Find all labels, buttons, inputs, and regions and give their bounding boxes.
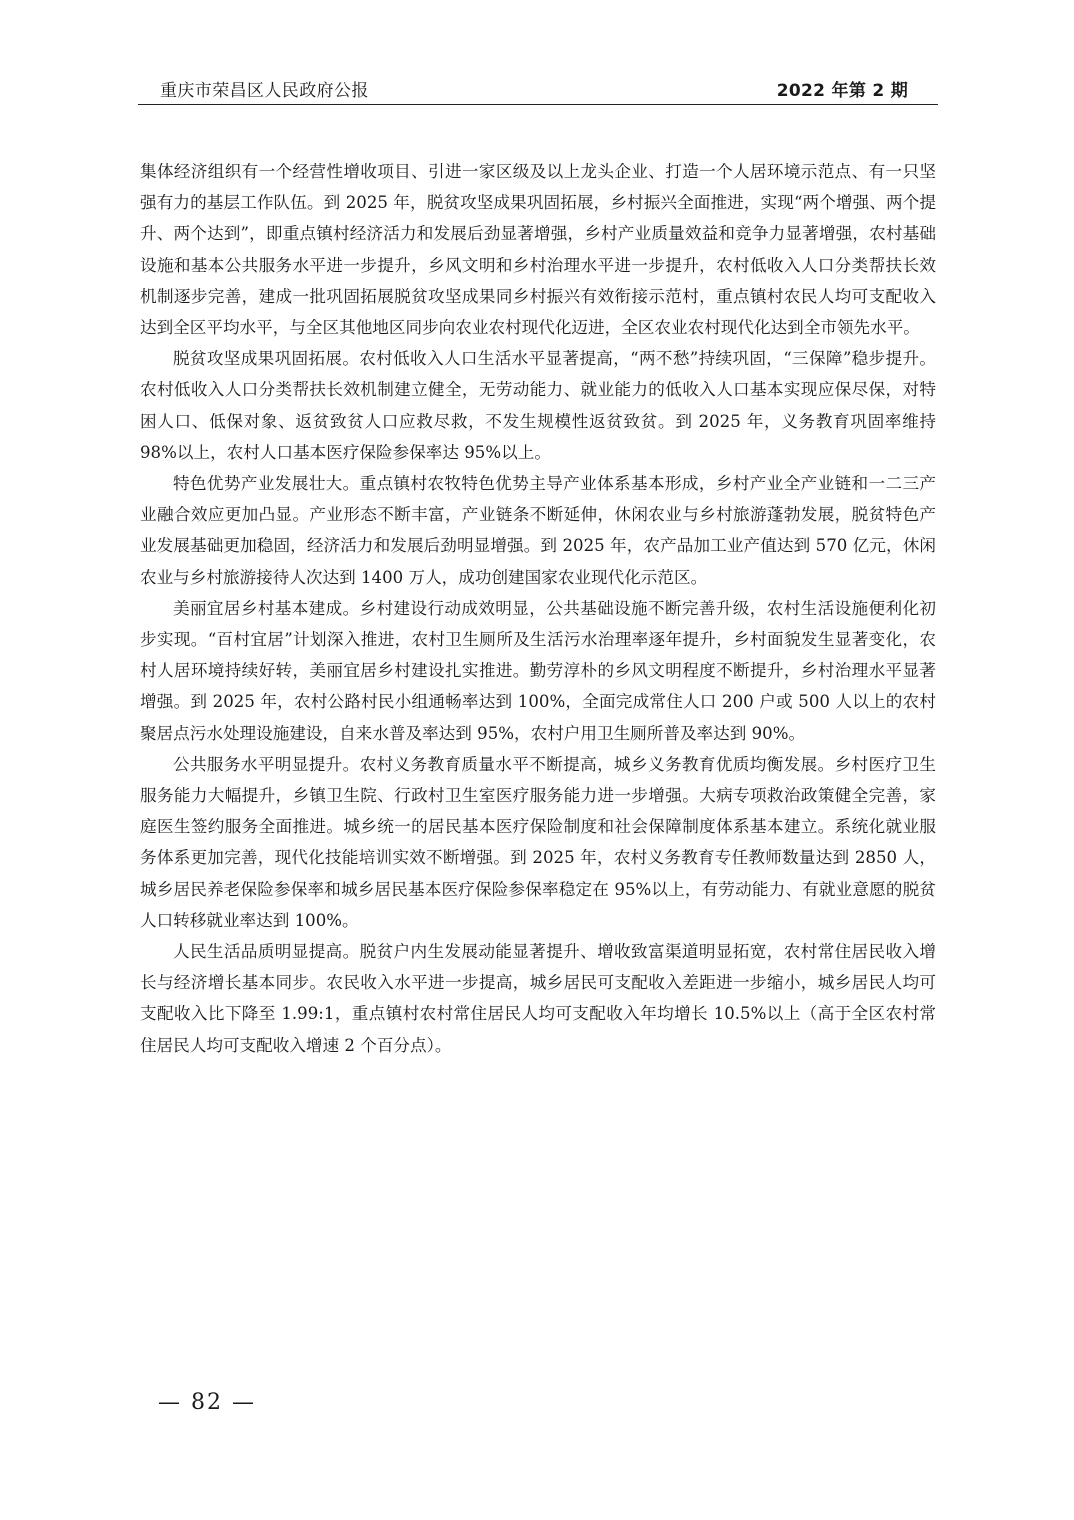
paragraph-public-services: 公共服务水平明显提升。农村义务教育质量水平不断提高，城乡义务教育优质均衡发展。乡村医疗卫生服务能力大幅提升，乡镇卫生院、行政村卫生室医疗服务能力进一步增强。大病专项救治政策健全完善，家庭医生签约服务全面推进。城乡统一的居民基本医疗保险制度和社会保障制度体系基本建立。系统化就业服务体系更加完善，现代化技能培训实效不断增强。到 2025 年，农村义务教育专任教师数量达到 2850 人，城乡居民养老保险参保率和城乡居民基本医疗保险参保率稳定在 95%以上，有劳动能力、有就业意愿的脱贫人口转移就业率达到 100%。 [140,754,936,930]
page-header [138,76,938,105]
page-number: — 82 — [158,1390,256,1415]
paragraph-poverty-consolidation: 脱贫攻坚成果巩固拓展。农村低收入人口生活水平显著提高，“两不愁”持续巩固，“三保障”稳步提升。农村低收入人口分类帮扶长效机制建立健全，无劳动能力、就业能力的低收入人口基本实现应保尽保，对特困人口、低保对象、返贫致贫人口应救尽救，不发生规模性返贫致贫。到 2025 年，义务教育巩固率维持 98%以上，农村人口基本医疗保险参保率达 95%以上。 [140,349,936,462]
paragraph-industry-development: 特色优势产业发展壮大。重点镇村农牧特色优势主导产业体系基本形成，乡村产业全产业链和一二三产业融合效应更加凸显。产业形态不断丰富，产业链条不断延伸，休闲农业与乡村旅游蓬勃发展，脱贫特色产业发展基础更加稳固，经济活力和发展后劲明显增强。到 2025 年，农产品加工业产值达到 570 亿元，休闲农业与乡村旅游接待人次达到 1400 万人，成功创建国家农业现代化示范区。 [140,474,936,587]
paragraph-continued: 集体经济组织有一个经营性增收项目、引进一家区级及以上龙头企业、打造一个人居环境示范点、有一只坚强有力的基层工作队伍。到 2025 年，脱贫攻坚成果巩固拓展，乡村振兴全面推进，实现“两个增强、两个提升、两个达到”，即重点镇村经济活力和发展后劲显著增强，乡村产业质量效益和竞争力显著增强，农村基础设施和基本公共服务水平进一步提升，乡风文明和乡村治理水平进一步提升，农村低收入人口分类帮扶长效机制逐步完善，建成一批巩固拓展脱贫攻坚成果同乡村振兴有效衔接示范村，重点镇村农民人均可支配收入达到全区平均水平，与全区其他地区同步向农业农村现代化迈进，全区农业农村现代化达到全市领先水平。 [140,162,936,338]
paragraph-livable-village: 美丽宜居乡村基本建成。乡村建设行动成效明显，公共基础设施不断完善升级，农村生活设施便利化初步实现。“百村宜居”计划深入推进，农村卫生厕所及生活污水治理率逐年提升，乡村面貌发生显著变化，农村人居环境持续好转，美丽宜居乡村建设扎实推进。勤劳淳朴的乡风文明程度不断提升，乡村治理水平显著增强。到 2025 年，农村公路村民小组通畅率达到 100%，全面完成常住人口 200 户或 500 人以上的农村聚居点污水处理设施建设，自来水普及率达到 95%，农村户用卫生厕所普及率达到 90%。 [140,598,936,743]
article-body [140,156,936,1061]
gazette-title: 重庆市荣昌区人民政府公报 [160,81,369,101]
paragraph-living-quality: 人民生活品质明显提高。脱贫户内生发展动能显著提升、增收致富渠道明显拓宽，农村常住居民收入增长与经济增长基本同步。农民收入水平进一步提高，城乡居民可支配收入差距进一步缩小，城乡居民人均可支配收入比下降至 1.99:1，重点镇村农村常住居民人均可支配收入年均增长 10.5%以上（高于全区农村常住居民人均可支配收入增速 2 个百分点）。 [140,942,936,1055]
issue-number: 2022 年第 2 期 [776,81,908,101]
